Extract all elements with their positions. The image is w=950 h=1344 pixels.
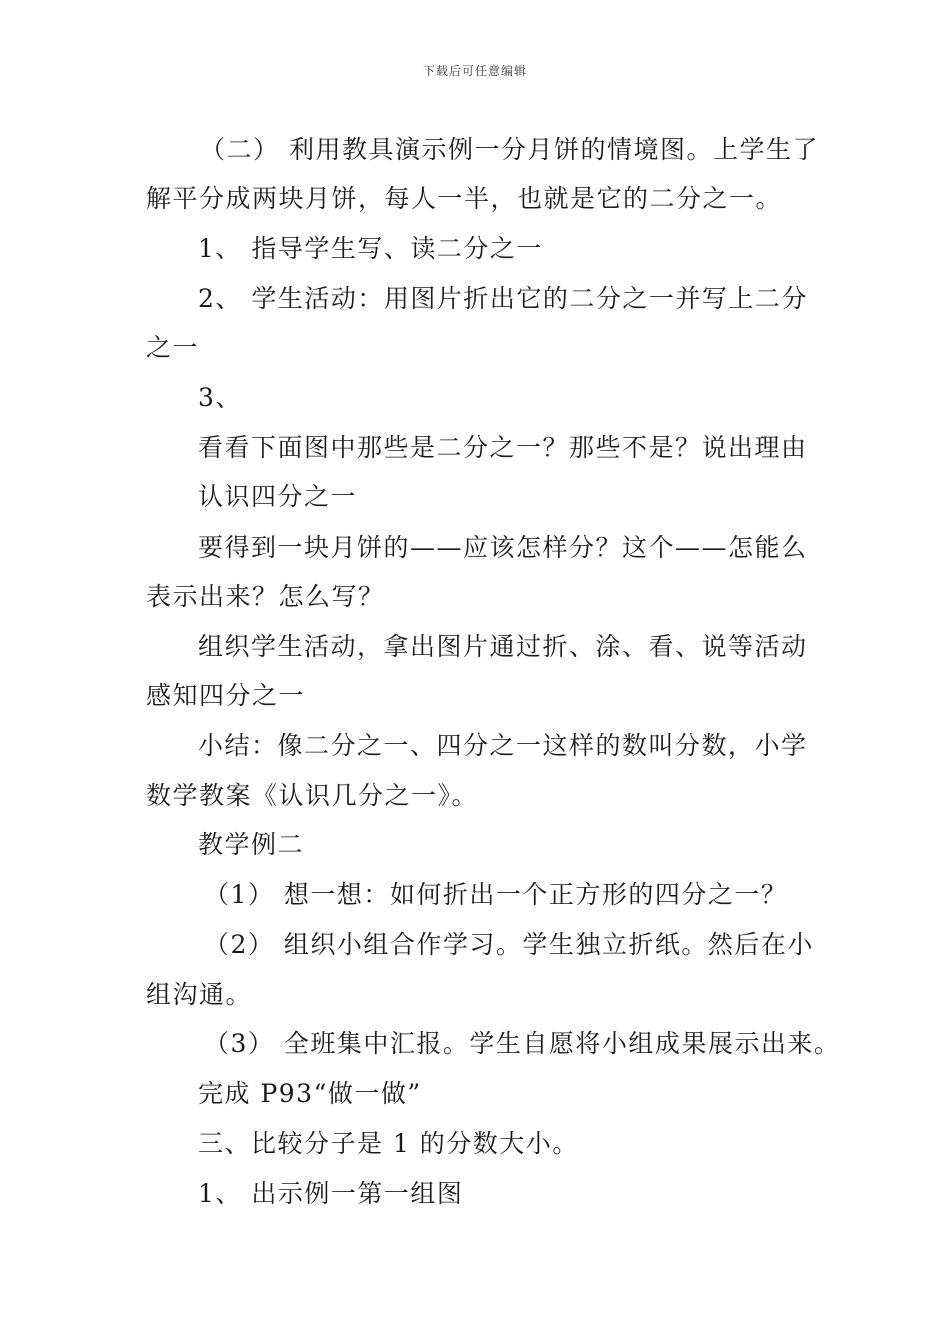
paragraph-line: （2） 组织小组合作学习。学生独立折纸。然后在小 — [204, 930, 814, 959]
section-heading: 认识四分之一 — [198, 482, 358, 511]
paragraph-line: 1、 指导学生写、读二分之一 — [198, 234, 543, 263]
paragraph-line: （3） 全班集中汇报。学生自愿将小组成果展示出来。 — [204, 1029, 841, 1058]
paragraph-line: 组织学生活动，拿出图片通过折、涂、看、说等活动 — [198, 632, 808, 661]
paragraph-line: 之一 — [146, 333, 200, 362]
paragraph-line: 表示出来？怎么写？ — [146, 582, 385, 611]
paragraph-line: （1） 想一想：如何折出一个正方形的四分之一？ — [204, 880, 788, 909]
paragraph-line: 感知四分之一 — [146, 681, 306, 710]
paragraph-line: 小结：像二分之一、四分之一这样的数叫分数，小学 — [198, 731, 808, 760]
paragraph-line: 完成 P93“做一做” — [198, 1079, 422, 1108]
paragraph-line: （二） 利用教具演示例一分月饼的情境图。上学生了 — [200, 135, 819, 164]
section-heading: 三、比较分子是 1 的分数大小。 — [198, 1129, 579, 1158]
paragraph-line: 组沟通。 — [146, 980, 253, 1009]
paragraph-line: 要得到一块月饼的——应该怎样分？这个——怎能么 — [198, 533, 808, 562]
paragraph-line: 看看下面图中那些是二分之一？那些不是？说出理由 — [198, 433, 808, 462]
paragraph-line: 解平分成两块月饼，每人一半，也就是它的二分之一。 — [146, 184, 783, 213]
section-heading: 教学例二 — [198, 830, 305, 859]
page-header-note: 下载后可任意编辑 — [422, 64, 527, 78]
paragraph-line: 数学教案《认识几分之一》。 — [146, 781, 479, 810]
paragraph-line: 2、 学生活动：用图片折出它的二分之一并写上二分 — [198, 284, 808, 313]
paragraph-line: 1、 出示例一第一组图 — [198, 1179, 464, 1208]
paragraph-line: 3、 — [198, 383, 242, 412]
